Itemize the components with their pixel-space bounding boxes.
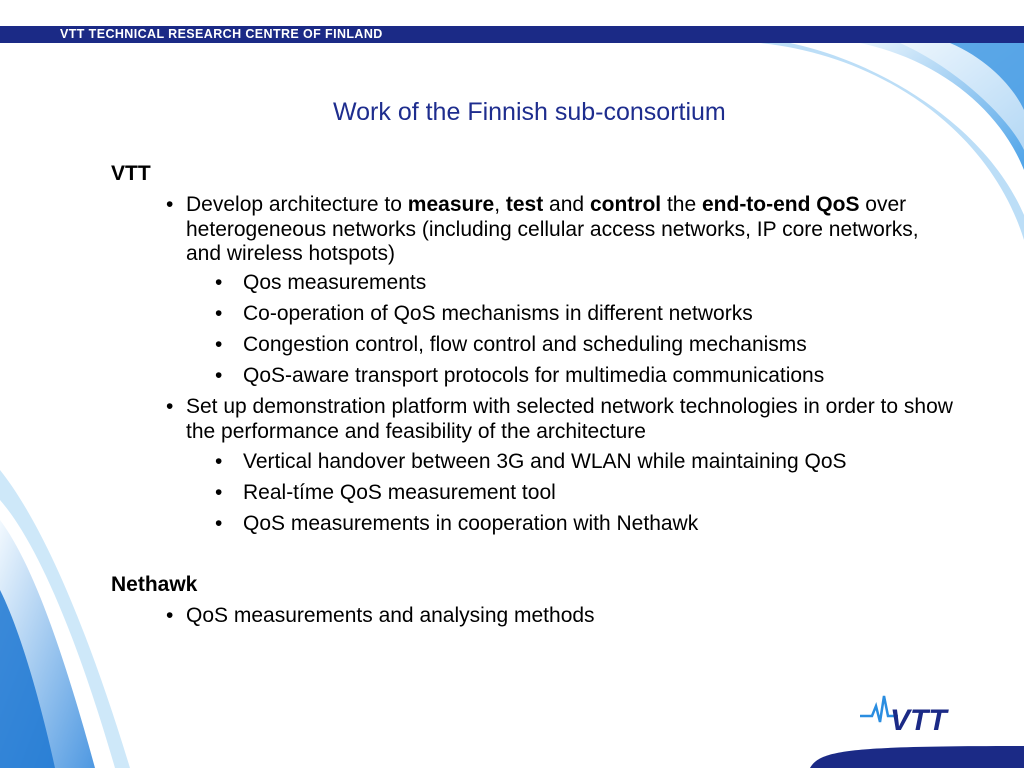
sub-bullet-text: Congestion control, flow control and scheduling mechanisms xyxy=(243,333,807,356)
org-name: VTT TECHNICAL RESEARCH CENTRE OF FINLAND xyxy=(60,27,383,41)
list-item: • Real-tíme QoS measurement tool xyxy=(215,481,556,504)
sub-bullet-text: Co-operation of QoS mechanisms in different networks xyxy=(243,302,753,325)
bullet: • xyxy=(166,193,174,216)
sub-bullet-text: QoS measurements in cooperation with Nethawk xyxy=(243,512,699,535)
bullet: • xyxy=(166,604,174,627)
sub-bullet-text: Vertical handover between 3G and WLAN while maintaining QoS xyxy=(243,450,847,473)
sub-bullet-text: Real-tíme QoS measurement tool xyxy=(243,481,556,504)
section-heading-nethawk: Nethawk xyxy=(111,573,198,596)
header-bar xyxy=(0,26,1024,43)
slide-title: Work of the Finnish sub-consortium xyxy=(333,98,726,126)
bullet-text: QoS measurements and analysing methods xyxy=(186,604,595,627)
svg-text:VTT: VTT xyxy=(890,704,947,736)
list-item xyxy=(166,395,976,444)
section-heading-vtt: VTT xyxy=(111,162,151,185)
bullet-text: Develop architecture to measure, test and control the end-to-end QoS over heterogeneous networks (including cellular access networks, IP core networks, and wireless hotspots) xyxy=(186,193,919,265)
bullet-text: Set up demonstration platform with selected network technologies in order to show the performance and feasibility of the architecture xyxy=(186,395,953,443)
sub-bullet-text: QoS-aware transport protocols for multimedia communications xyxy=(243,364,825,387)
list-item: • QoS-aware transport protocols for multimedia communications xyxy=(215,364,825,387)
list-item: • Qos measurements xyxy=(215,271,427,294)
sub-bullet-text: Qos measurements xyxy=(243,271,427,294)
list-item: • Congestion control, flow control and scheduling mechanisms xyxy=(215,333,807,356)
list-item: • QoS measurements in cooperation with Nethawk xyxy=(215,512,699,535)
list-item: • Vertical handover between 3G and WLAN while maintaining QoS xyxy=(215,450,847,473)
bullet: • xyxy=(166,395,174,418)
list-item xyxy=(166,193,956,267)
list-item xyxy=(166,604,956,629)
vtt-logo xyxy=(860,692,970,736)
list-item: • Co-operation of QoS mechanisms in different networks xyxy=(215,302,753,325)
